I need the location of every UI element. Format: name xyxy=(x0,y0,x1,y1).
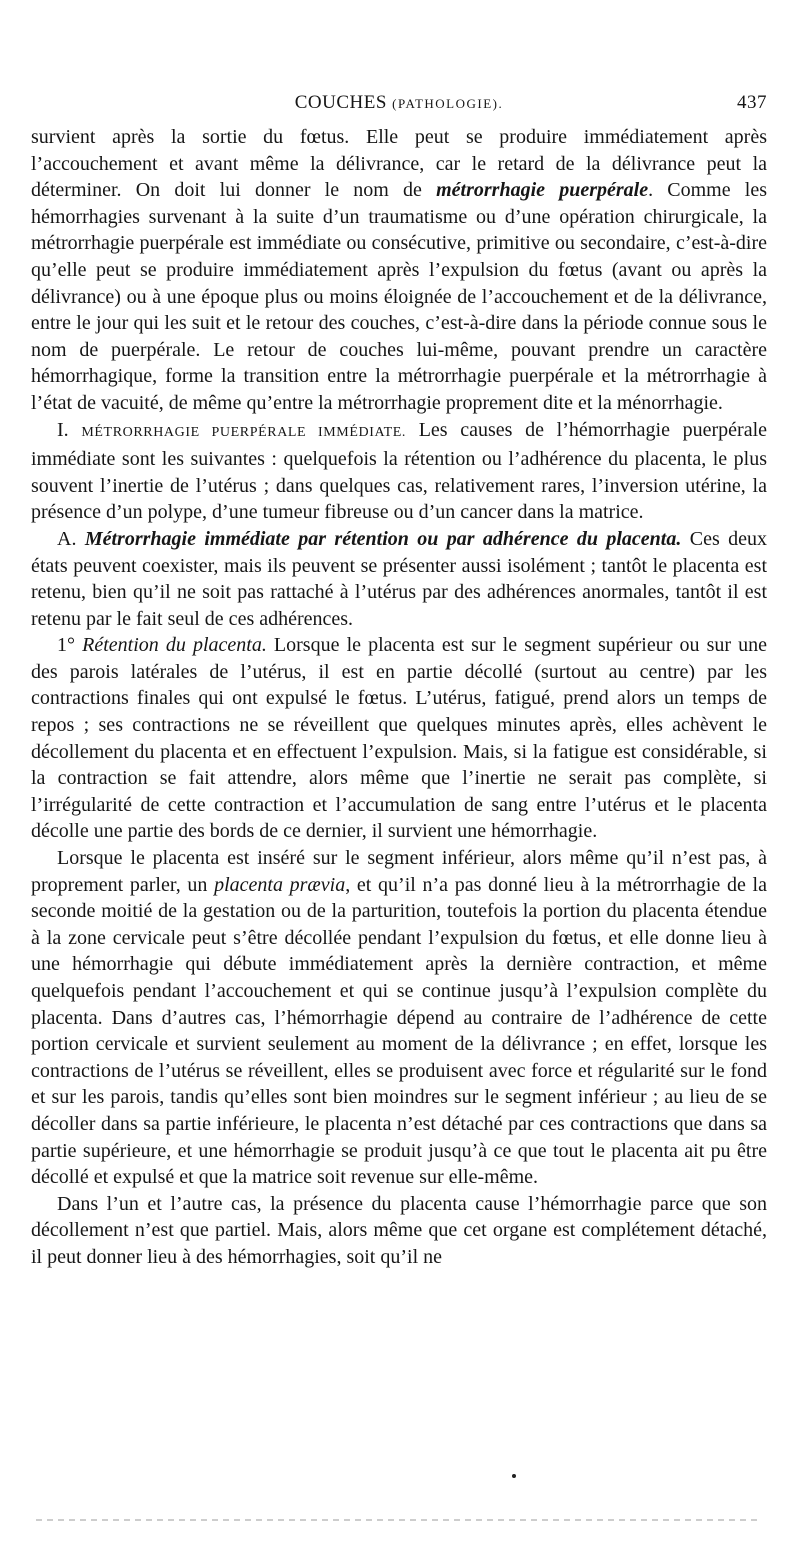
running-header xyxy=(31,92,767,124)
paragraph-2-text: Les causes de l’hémorrhagie puerpérale immédiate sont les suivantes : quelquefois la rétention ou l’adhérence du placenta, le plus souvent l’inertie de l’utérus ; dans quelques cas, relativement rares, l’inversion utérine, la présence d’un polype, d’une tumeur fibreuse ou d’un cancer dans la matrice. xyxy=(31,418,767,524)
section-heading-retention-placenta: Rétention du placenta. xyxy=(82,634,267,657)
body-text xyxy=(31,124,767,1271)
paragraph-1-text-a: survient après la sortie du fœtus. Elle peut se produire immédiatement après l’accouchement et avant même la délivrance, car le retard de la délivrance peut la déterminer. On doit lui donner le nom de xyxy=(31,126,767,202)
paragraph-1 xyxy=(31,124,767,417)
paragraph-6: Dans l’un et l’autre cas, la présence du placenta cause l’hémorrhagie parce que son décollement n’est que partiel. Mais, alors même que cet organe est complétement détaché, il peut donner lieu à des hémorrhagies, soit qu’il ne xyxy=(31,1192,767,1268)
section-heading-metrorrhagie-immediate: MÉTRORRHAGIE PUERPÉRALE IMMÉDIATE. xyxy=(81,424,407,440)
section-number-1: 1° xyxy=(57,634,83,657)
section-number-I: I. xyxy=(57,418,82,441)
section-number-A: A. xyxy=(57,527,85,550)
paragraph-1-text-b: . Comme les hémorrhagies survenant à la suite d’un traumatisme ou d’une opération chirurgicale, la métrorrhagie puerpérale est immédiate ou consécutive, primitive ou secondaire, c’est-à-dire qu’elle peut se produire immédiatement après l’expulsion du fœtus (avant ou après la délivrance) ou à une époque plus ou moins éloignée de l’accouchement et de la délivrance, entre le jour qui les suit et le retour des couches, c’est-à-dire dans la période connue sous le nom de puerpérale. Le retour de couches lui-même, pouvant prendre un caractère hémorrhagique, forme la transition entre la métrorrhagie puerpérale et la métrorrhagie à l’état de vacuité, de même qu’entre la métrorrhagie proprement dite et la ménorrhagie. xyxy=(31,179,768,414)
paragraph-4-text: Lorsque le placenta est sur le segment supérieur ou sur une des parois latérales de l’utérus, il est en partie décollé (surtout au centre) par les contractions finales qui ont expulsé le fœtus. L’utérus, fatigué, prend alors un temps de repos ; ses contractions ne se réveillent que quelques minutes après, elles achèvent le décollement du placenta et en effectuent l’expulsion. Mais, si la fatigue est considérable, si la contraction se fait attendre, alors même que l’inertie ne serait pas complète, si l’irrégularité de cette contraction et l’accumulation de sang entre l’utérus et le placenta décolle une partie des bords de ce dernier, il survient une hémorrhagie. xyxy=(31,634,768,843)
header-subtitle: (PATHOLOGIE). xyxy=(392,96,504,111)
page-number: 437 xyxy=(737,92,767,113)
book-page xyxy=(31,92,767,1271)
paragraph-3 xyxy=(31,526,767,632)
bleed-through-line xyxy=(36,1519,762,1521)
term-placenta-praevia: placenta prævia xyxy=(214,873,346,896)
paragraph-3-text: Ces deux états peuvent coexister, mais ils peuvent se présenter aussi isolément ; tantôt le placenta est retenu, bien qu’il ne soit pas rattaché à l’utérus par des adhérences anormales, tantôt il est retenu par le fait seul de ces adhérences. xyxy=(31,527,767,630)
paragraph-2 xyxy=(31,417,767,526)
paragraph-5-text-b: , et qu’il n’a pas donné lieu à la métrorrhagie de la seconde moitié de la gestation ou de la parturition, toutefois la portion du placenta étendue à la zone cervicale peut s’être décollée pendant l’expulsion du fœtus, et elle donne lieu à une hémorrhagie qui débute immédiatement après la dernière contraction, et même quelquefois pendant l’accouchement et qui se continue jusqu’à l’expulsion complète du placenta. Dans d’autres cas, l’hémorrhagie dépend au contraire de l’adhérence de cette portion cervicale et survient seulement au moment de la délivrance ; en effet, lorsque les contractions de l’utérus se réveillent, elles se produisent avec force et régularité sur le fond et sur les parois, tandis qu’elles sont bien moindres sur le segment inférieur ; au lieu de se décoller dans sa partie inférieure, le placenta n’est détaché par ces contractions que dans sa partie supérieure, et une hémorrhagie se produit jusqu’à ce que tout le placenta ait pu être décollé et expulsé et que la matrice soit revenue sur elle-même. xyxy=(31,873,767,1189)
paragraph-5 xyxy=(31,845,767,1191)
paragraph-4 xyxy=(31,632,767,845)
header-title: COUCHES xyxy=(294,92,387,113)
term-metrorrhagie-puerperale: métrorrhagie puerpérale xyxy=(436,179,649,202)
paragraph-5-text-a: Lorsque le placenta est inséré sur le segment inférieur, alors même qu’il n’est pas, à proprement parler, un xyxy=(31,847,767,896)
print-speck xyxy=(512,1474,516,1478)
running-title xyxy=(31,92,767,114)
section-heading-retention-adherence: Métrorrhagie immédiate par rétention ou par adhérence du placenta. xyxy=(84,527,682,550)
